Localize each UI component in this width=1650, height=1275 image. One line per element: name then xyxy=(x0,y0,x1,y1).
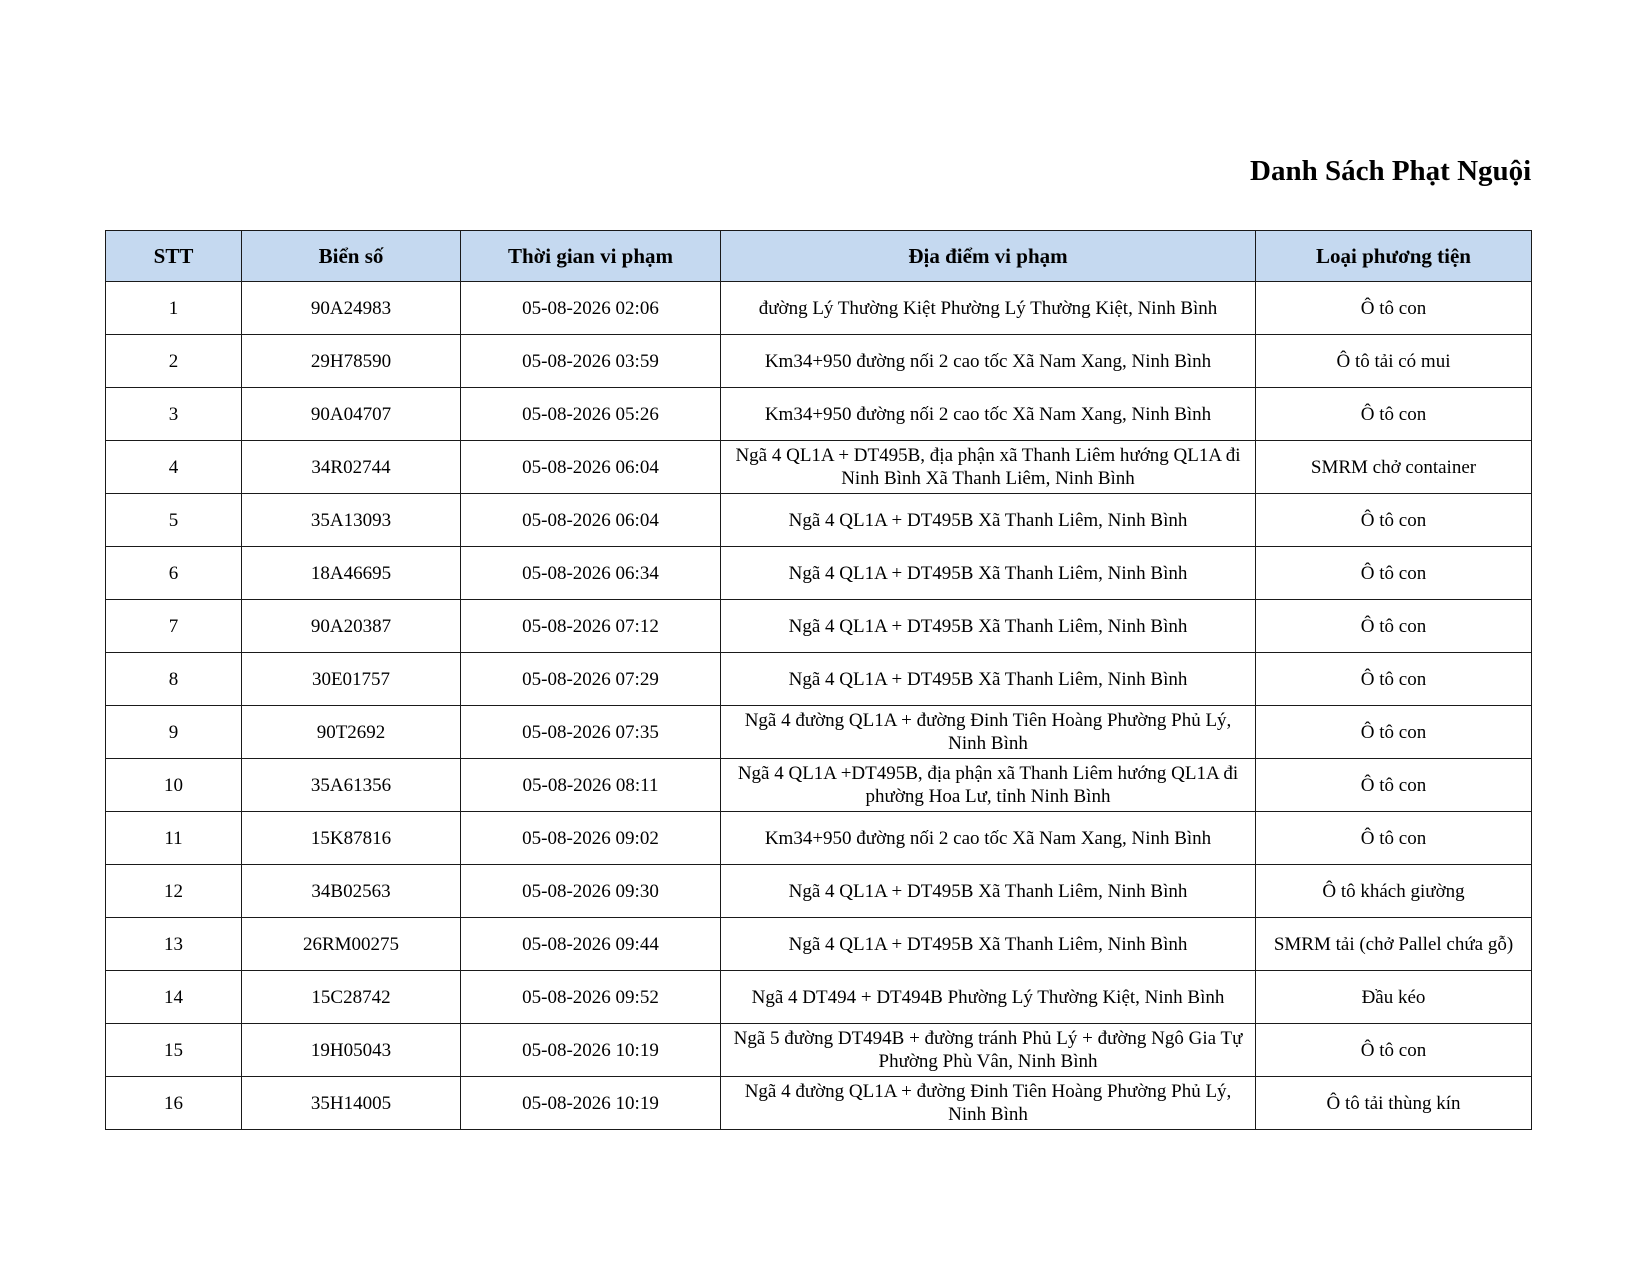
cell-stt: 12 xyxy=(106,865,242,918)
cell-vehicle: Ô tô con xyxy=(1256,812,1532,865)
column-header-plate: Biển số xyxy=(242,231,461,282)
cell-location: Ngã 4 QL1A + DT495B, địa phận xã Thanh Liêm hướng QL1A đi Ninh Bình Xã Thanh Liêm, Ninh Bình xyxy=(721,441,1256,494)
cell-vehicle: Ô tô con xyxy=(1256,547,1532,600)
table-row xyxy=(106,1077,1532,1130)
cell-time: 05-08-2026 10:19 xyxy=(461,1024,721,1077)
cell-time: 05-08-2026 09:02 xyxy=(461,812,721,865)
cell-stt: 4 xyxy=(106,441,242,494)
table-row xyxy=(106,335,1532,388)
cell-location: Ngã 4 đường QL1A + đường Đinh Tiên Hoàng Phường Phủ Lý, Ninh Bình xyxy=(721,706,1256,759)
cell-time: 05-08-2026 02:06 xyxy=(461,282,721,335)
cell-time: 05-08-2026 06:34 xyxy=(461,547,721,600)
cell-plate: 90A24983 xyxy=(242,282,461,335)
cell-location: Ngã 4 QL1A + DT495B Xã Thanh Liêm, Ninh Bình xyxy=(721,865,1256,918)
cell-time: 05-08-2026 09:30 xyxy=(461,865,721,918)
table-row xyxy=(106,282,1532,335)
cell-plate: 15C28742 xyxy=(242,971,461,1024)
cell-plate: 19H05043 xyxy=(242,1024,461,1077)
cell-plate: 35H14005 xyxy=(242,1077,461,1130)
cell-plate: 34B02563 xyxy=(242,865,461,918)
cell-plate: 30E01757 xyxy=(242,653,461,706)
cell-vehicle: Ô tô khách giường xyxy=(1256,865,1532,918)
cell-vehicle: Ô tô con xyxy=(1256,706,1532,759)
cell-location: Km34+950 đường nối 2 cao tốc Xã Nam Xang, Ninh Bình xyxy=(721,388,1256,441)
cell-vehicle: SMRM chở container xyxy=(1256,441,1532,494)
table-row xyxy=(106,1024,1532,1077)
cell-plate: 15K87816 xyxy=(242,812,461,865)
table-row xyxy=(106,812,1532,865)
cell-stt: 10 xyxy=(106,759,242,812)
cell-time: 05-08-2026 07:29 xyxy=(461,653,721,706)
page-title: Danh Sách Phạt Nguội xyxy=(1250,155,1531,187)
table-row xyxy=(106,971,1532,1024)
cell-time: 05-08-2026 07:12 xyxy=(461,600,721,653)
cell-location: Km34+950 đường nối 2 cao tốc Xã Nam Xang, Ninh Bình xyxy=(721,335,1256,388)
table-row xyxy=(106,441,1532,494)
cell-stt: 3 xyxy=(106,388,242,441)
cell-location: Ngã 4 DT494 + DT494B Phường Lý Thường Kiệt, Ninh Bình xyxy=(721,971,1256,1024)
cell-plate: 90T2692 xyxy=(242,706,461,759)
cell-stt: 5 xyxy=(106,494,242,547)
cell-location: Ngã 4 đường QL1A + đường Đinh Tiên Hoàng Phường Phủ Lý, Ninh Bình xyxy=(721,1077,1256,1130)
cell-plate: 90A04707 xyxy=(242,388,461,441)
cell-vehicle: Ô tô con xyxy=(1256,600,1532,653)
cell-stt: 6 xyxy=(106,547,242,600)
cell-vehicle: Ô tô con xyxy=(1256,1024,1532,1077)
cell-stt: 1 xyxy=(106,282,242,335)
cell-plate: 35A61356 xyxy=(242,759,461,812)
page-title-area xyxy=(1100,150,1531,200)
cell-time: 05-08-2026 03:59 xyxy=(461,335,721,388)
cell-location: Ngã 4 QL1A + DT495B Xã Thanh Liêm, Ninh Bình xyxy=(721,494,1256,547)
table-row xyxy=(106,706,1532,759)
cell-stt: 15 xyxy=(106,1024,242,1077)
cell-stt: 8 xyxy=(106,653,242,706)
cell-location: đường Lý Thường Kiệt Phường Lý Thường Kiệt, Ninh Bình xyxy=(721,282,1256,335)
violations-table xyxy=(105,230,1532,1130)
table-body xyxy=(106,282,1532,1130)
cell-vehicle: Ô tô con xyxy=(1256,759,1532,812)
cell-plate: 34R02744 xyxy=(242,441,461,494)
table-row xyxy=(106,388,1532,441)
cell-plate: 90A20387 xyxy=(242,600,461,653)
cell-time: 05-08-2026 05:26 xyxy=(461,388,721,441)
cell-stt: 7 xyxy=(106,600,242,653)
cell-time: 05-08-2026 07:35 xyxy=(461,706,721,759)
table-row xyxy=(106,759,1532,812)
cell-time: 05-08-2026 06:04 xyxy=(461,441,721,494)
cell-time: 05-08-2026 10:19 xyxy=(461,1077,721,1130)
column-header-vehicle: Loại phương tiện xyxy=(1256,231,1532,282)
cell-vehicle: Ô tô con xyxy=(1256,282,1532,335)
cell-location: Ngã 5 đường DT494B + đường tránh Phủ Lý + đường Ngô Gia Tự Phường Phù Vân, Ninh Bình xyxy=(721,1024,1256,1077)
cell-vehicle: Ô tô tải có mui xyxy=(1256,335,1532,388)
cell-vehicle: Ô tô con xyxy=(1256,494,1532,547)
cell-vehicle: Ô tô con xyxy=(1256,388,1532,441)
table-row xyxy=(106,653,1532,706)
cell-stt: 16 xyxy=(106,1077,242,1130)
table-row xyxy=(106,547,1532,600)
cell-time: 05-08-2026 09:52 xyxy=(461,971,721,1024)
cell-stt: 13 xyxy=(106,918,242,971)
column-header-location: Địa điểm vi phạm xyxy=(721,231,1256,282)
cell-plate: 29H78590 xyxy=(242,335,461,388)
table-row xyxy=(106,918,1532,971)
cell-plate: 18A46695 xyxy=(242,547,461,600)
table-row xyxy=(106,600,1532,653)
cell-time: 05-08-2026 06:04 xyxy=(461,494,721,547)
table-row xyxy=(106,865,1532,918)
cell-vehicle: Ô tô con xyxy=(1256,653,1532,706)
cell-location: Ngã 4 QL1A +DT495B, địa phận xã Thanh Liêm hướng QL1A đi phường Hoa Lư, tỉnh Ninh Bình xyxy=(721,759,1256,812)
cell-vehicle: Đầu kéo xyxy=(1256,971,1532,1024)
cell-location: Ngã 4 QL1A + DT495B Xã Thanh Liêm, Ninh Bình xyxy=(721,547,1256,600)
cell-vehicle: Ô tô tải thùng kín xyxy=(1256,1077,1532,1130)
table-header xyxy=(106,231,1532,282)
header-row xyxy=(106,231,1532,282)
cell-time: 05-08-2026 09:44 xyxy=(461,918,721,971)
cell-location: Ngã 4 QL1A + DT495B Xã Thanh Liêm, Ninh Bình xyxy=(721,653,1256,706)
cell-location: Ngã 4 QL1A + DT495B Xã Thanh Liêm, Ninh Bình xyxy=(721,600,1256,653)
cell-location: Ngã 4 QL1A + DT495B Xã Thanh Liêm, Ninh Bình xyxy=(721,918,1256,971)
cell-location: Km34+950 đường nối 2 cao tốc Xã Nam Xang, Ninh Bình xyxy=(721,812,1256,865)
cell-stt: 2 xyxy=(106,335,242,388)
column-header-stt: STT xyxy=(106,231,242,282)
cell-time: 05-08-2026 08:11 xyxy=(461,759,721,812)
column-header-time: Thời gian vi phạm xyxy=(461,231,721,282)
cell-vehicle: SMRM tải (chở Pallel chứa gỗ) xyxy=(1256,918,1532,971)
cell-stt: 11 xyxy=(106,812,242,865)
table-row xyxy=(106,494,1532,547)
cell-stt: 14 xyxy=(106,971,242,1024)
cell-stt: 9 xyxy=(106,706,242,759)
cell-plate: 35A13093 xyxy=(242,494,461,547)
cell-plate: 26RM00275 xyxy=(242,918,461,971)
